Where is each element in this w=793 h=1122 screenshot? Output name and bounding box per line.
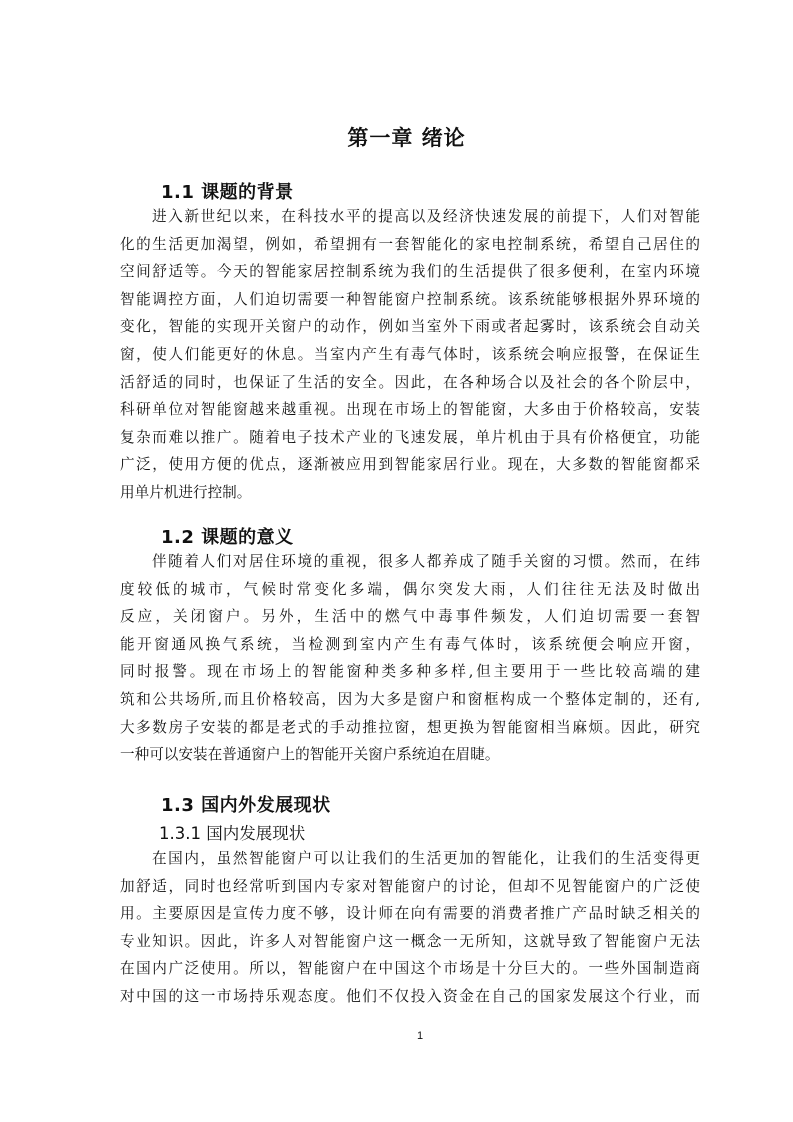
paragraph-line: 在国内广泛使用。所以，智能窗户在中国这个市场是十分巨大的。一些外国制造商 <box>120 960 700 978</box>
paragraph-line: 科研单位对智能窗越来越重视。出现在市场上的智能窗，大多由于价格较高，安装 <box>120 401 700 419</box>
paragraph-line: 大多数房子安装的都是老式的手动推拉窗，想更换为智能窗相当麻烦。因此，研究 <box>120 718 700 736</box>
paragraph-line: 反应，关闭窗户。另外，生活中的燃气中毒事件频发，人们迫切需要一套智 <box>120 608 700 626</box>
paragraph-line: 活舒适的同时，也保证了生活的安全。因此，在各种场合以及社会的各个阶层中， <box>120 373 700 391</box>
paragraph-line: 用单片机进行控制。 <box>120 483 252 501</box>
paragraph-line: 智能调控方面，人们迫切需要一种智能窗户控制系统。该系统能够根据外界环境的 <box>120 290 700 308</box>
paragraph-line: 能开窗通风换气系统，当检测到室内产生有毒气体时，该系统便会响应开窗， <box>120 635 700 653</box>
subsection-heading-domestic: 1.3.1 国内发展现状 <box>159 824 306 843</box>
section-heading-status: 1.3 国内外发展现状 <box>161 795 331 816</box>
paragraph-line: 专业知识。因此，许多人对智能窗户这一概念一无所知，这就导致了智能窗户无法 <box>120 932 700 950</box>
paragraph-line: 空间舒适等。今天的智能家居控制系统为我们的生活提供了很多便利，在室内环境 <box>120 263 700 281</box>
paragraph-line: 加舒适，同时也经常听到国内专家对智能窗户的讨论，但却不见智能窗户的广泛使 <box>120 877 700 895</box>
paragraph-line: 对中国的这一市场持乐观态度。他们不仅投入资金在自己的国家发展这个行业，而 <box>120 987 700 1005</box>
page-number: 1 <box>416 1030 424 1042</box>
paragraph-domestic <box>120 845 700 1011</box>
paragraph-line: 用。主要原因是宣传力度不够，设计师在向有需要的消费者推广产品时缺乏相关的 <box>120 905 700 923</box>
paragraph-line: 一种可以安装在普通窗户上的智能开关窗户系统迫在眉睫。 <box>120 746 500 764</box>
section-heading-background: 1.1 课题的背景 <box>161 182 294 203</box>
paragraph-significance <box>120 548 700 769</box>
paragraph-background <box>120 203 700 507</box>
paragraph-line: 进入新世纪以来，在科技水平的提高以及经济快速发展的前提下，人们对智能 <box>152 208 700 225</box>
paragraph-line: 变化，智能的实现开关窗户的动作，例如当室外下雨或者起雾时，该系统会自动关 <box>120 318 700 336</box>
paragraph-line: 筑和公共场所,而且价格较高，因为大多是窗户和窗框构成一个整体定制的，还有, <box>120 690 700 708</box>
paragraph-line: 度较低的城市，气候时常变化多端，偶尔突发大雨，人们往往无法及时做出 <box>120 580 700 598</box>
section-heading-significance: 1.2 课题的意义 <box>161 527 294 548</box>
paragraph-line: 在国内，虽然智能窗户可以让我们的生活更加的智能化，让我们的生活变得更 <box>152 850 700 867</box>
paragraph-line: 复杂而难以推广。随着电子技术产业的飞速发展，单片机由于具有价格便宜，功能 <box>120 428 700 446</box>
paragraph-line: 化的生活更加渴望，例如，希望拥有一套智能化的家电控制系统，希望自己居住的 <box>120 235 700 253</box>
paragraph-line: 窗，使人们能更好的休息。当室内产生有毒气体时，该系统会响应报警，在保证生 <box>120 345 700 363</box>
chapter-title: 第一章 绪论 <box>347 126 466 150</box>
paragraph-line: 同时报警。现在市场上的智能窗种类多种多样,但主要用于一些比较高端的建 <box>120 663 700 681</box>
paragraph-line: 广泛，使用方便的优点，逐渐被应用到智能家居行业。现在，大多数的智能窗都采 <box>120 456 700 474</box>
paragraph-line: 伴随着人们对居住环境的重视，很多人都养成了随手关窗的习惯。然而，在纬 <box>152 553 700 570</box>
